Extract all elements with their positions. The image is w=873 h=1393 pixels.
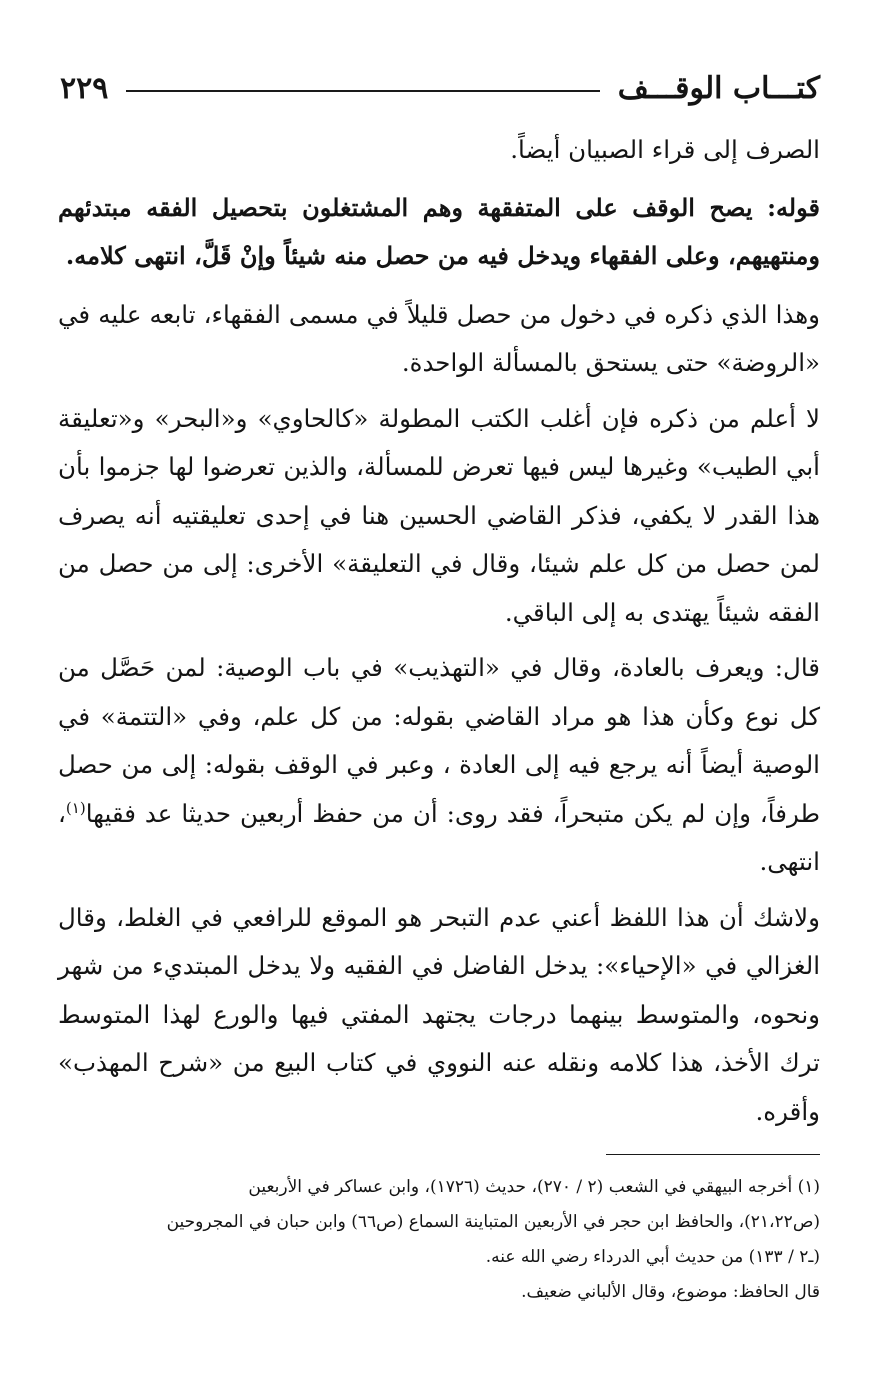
footnotes — [58, 1170, 820, 1310]
paragraph-quoted-statement: قوله: يصح الوقف على المتفقهة وهم المشتغلون بتحصيل الفقه مبتدئهم ومنتهيهم، وعلى الفقهاء ويدخل فيه من حصل منه شيئاً وإنْ قَلَّ، انتهى كلامه. — [58, 192, 820, 270]
header-rule — [126, 90, 599, 92]
footnote-line: (ـ٢ / ١٣٣) من حديث أبي الدرداء رضي الله عنه. — [485, 1247, 820, 1267]
paragraph-commentary-1: وهذا الذي ذكره في دخول من حصل قليلاً في مسمى الفقهاء، تابعه عليه في «الروضة» حتى يستحق بالمسألة الواحدة. — [58, 299, 820, 377]
running-title: كتـــاب الوقـــف — [617, 70, 820, 106]
paragraph-continuation: الصرف إلى قراء الصبيان أيضاً. — [510, 135, 820, 164]
page-number: ٢٢٩ — [60, 70, 109, 106]
footnote-line: (ص٢١،٢٢)، والحافظ ابن حجر في الأربعين المتباينة السماع (ص٦٦) وابن حبان في المجروحين — [166, 1212, 820, 1232]
page-header — [60, 66, 820, 110]
footnote-separator — [606, 1154, 820, 1155]
paragraph-text-end: ، انتهى. — [58, 798, 820, 876]
paragraph-commentary-4: ولاشك أن هذا اللفظ أعني عدم التبحر هو الموقع للرافعي في الغلط، وقال الغزالي في «الإحياء»: يدخل الفاضل في الفقيه ولا يدخل المبتديء من شهر ونحوه، والمتوسط بينهما درجات يجتهد المفتي فيها والورع لهذا المتوسط ترك الأخذ، هذا كلامه ونقله عنه النووي في كتاب البيع من «شرح المهذب» وأقره. — [58, 902, 820, 1126]
footnote-marker[interactable]: (١) — [65, 798, 86, 817]
footnote-line: قال الحافظ: موضوع، وقال الألباني ضعيف. — [521, 1282, 820, 1302]
paragraph-text: قال: ويعرف بالعادة، وقال في «التهذيب» في باب الوصية: لمن حَصَّل من كل نوع وكأن هذا هو مراد القاضي بقوله: من كل علم، وفي «التتمة» في الوصية أيضاً أنه يرجع فيه إلى العادة ، وعبر في الوقف بقوله: إلى من حصل طرفاً، وإن لم يكن متبحراً، فقد روى: أن من حفظ أربعين حديثا عد فقيها — [58, 653, 820, 828]
paragraph-commentary-3 — [58, 644, 820, 887]
paragraph-commentary-2: لا أعلم من ذكره فإن أغلب الكتب المطولة «كالحاوي» و«البحر» و«تعليقة أبي الطيب» وغيرها ليس فيها تعرض للمسألة، والذين تعرضوا لها جزموا بأن هذا القدر لا يكفي، فذكر القاضي الحسين هنا في إحدى تعليقتيه أنه يصرف لمن حصل من كل علم شيئا، وقال في التعليقة» الأخرى: إلى من حصل من الفقه شيئاً يهتدى به إلى الباقي. — [58, 403, 820, 627]
main-text — [58, 126, 820, 1143]
footnote-line: (١) أخرجه البيهقي في الشعب (٢ / ٢٧٠)، حديث (١٧٢٦)، وابن عساكر في الأربعين — [248, 1177, 820, 1197]
